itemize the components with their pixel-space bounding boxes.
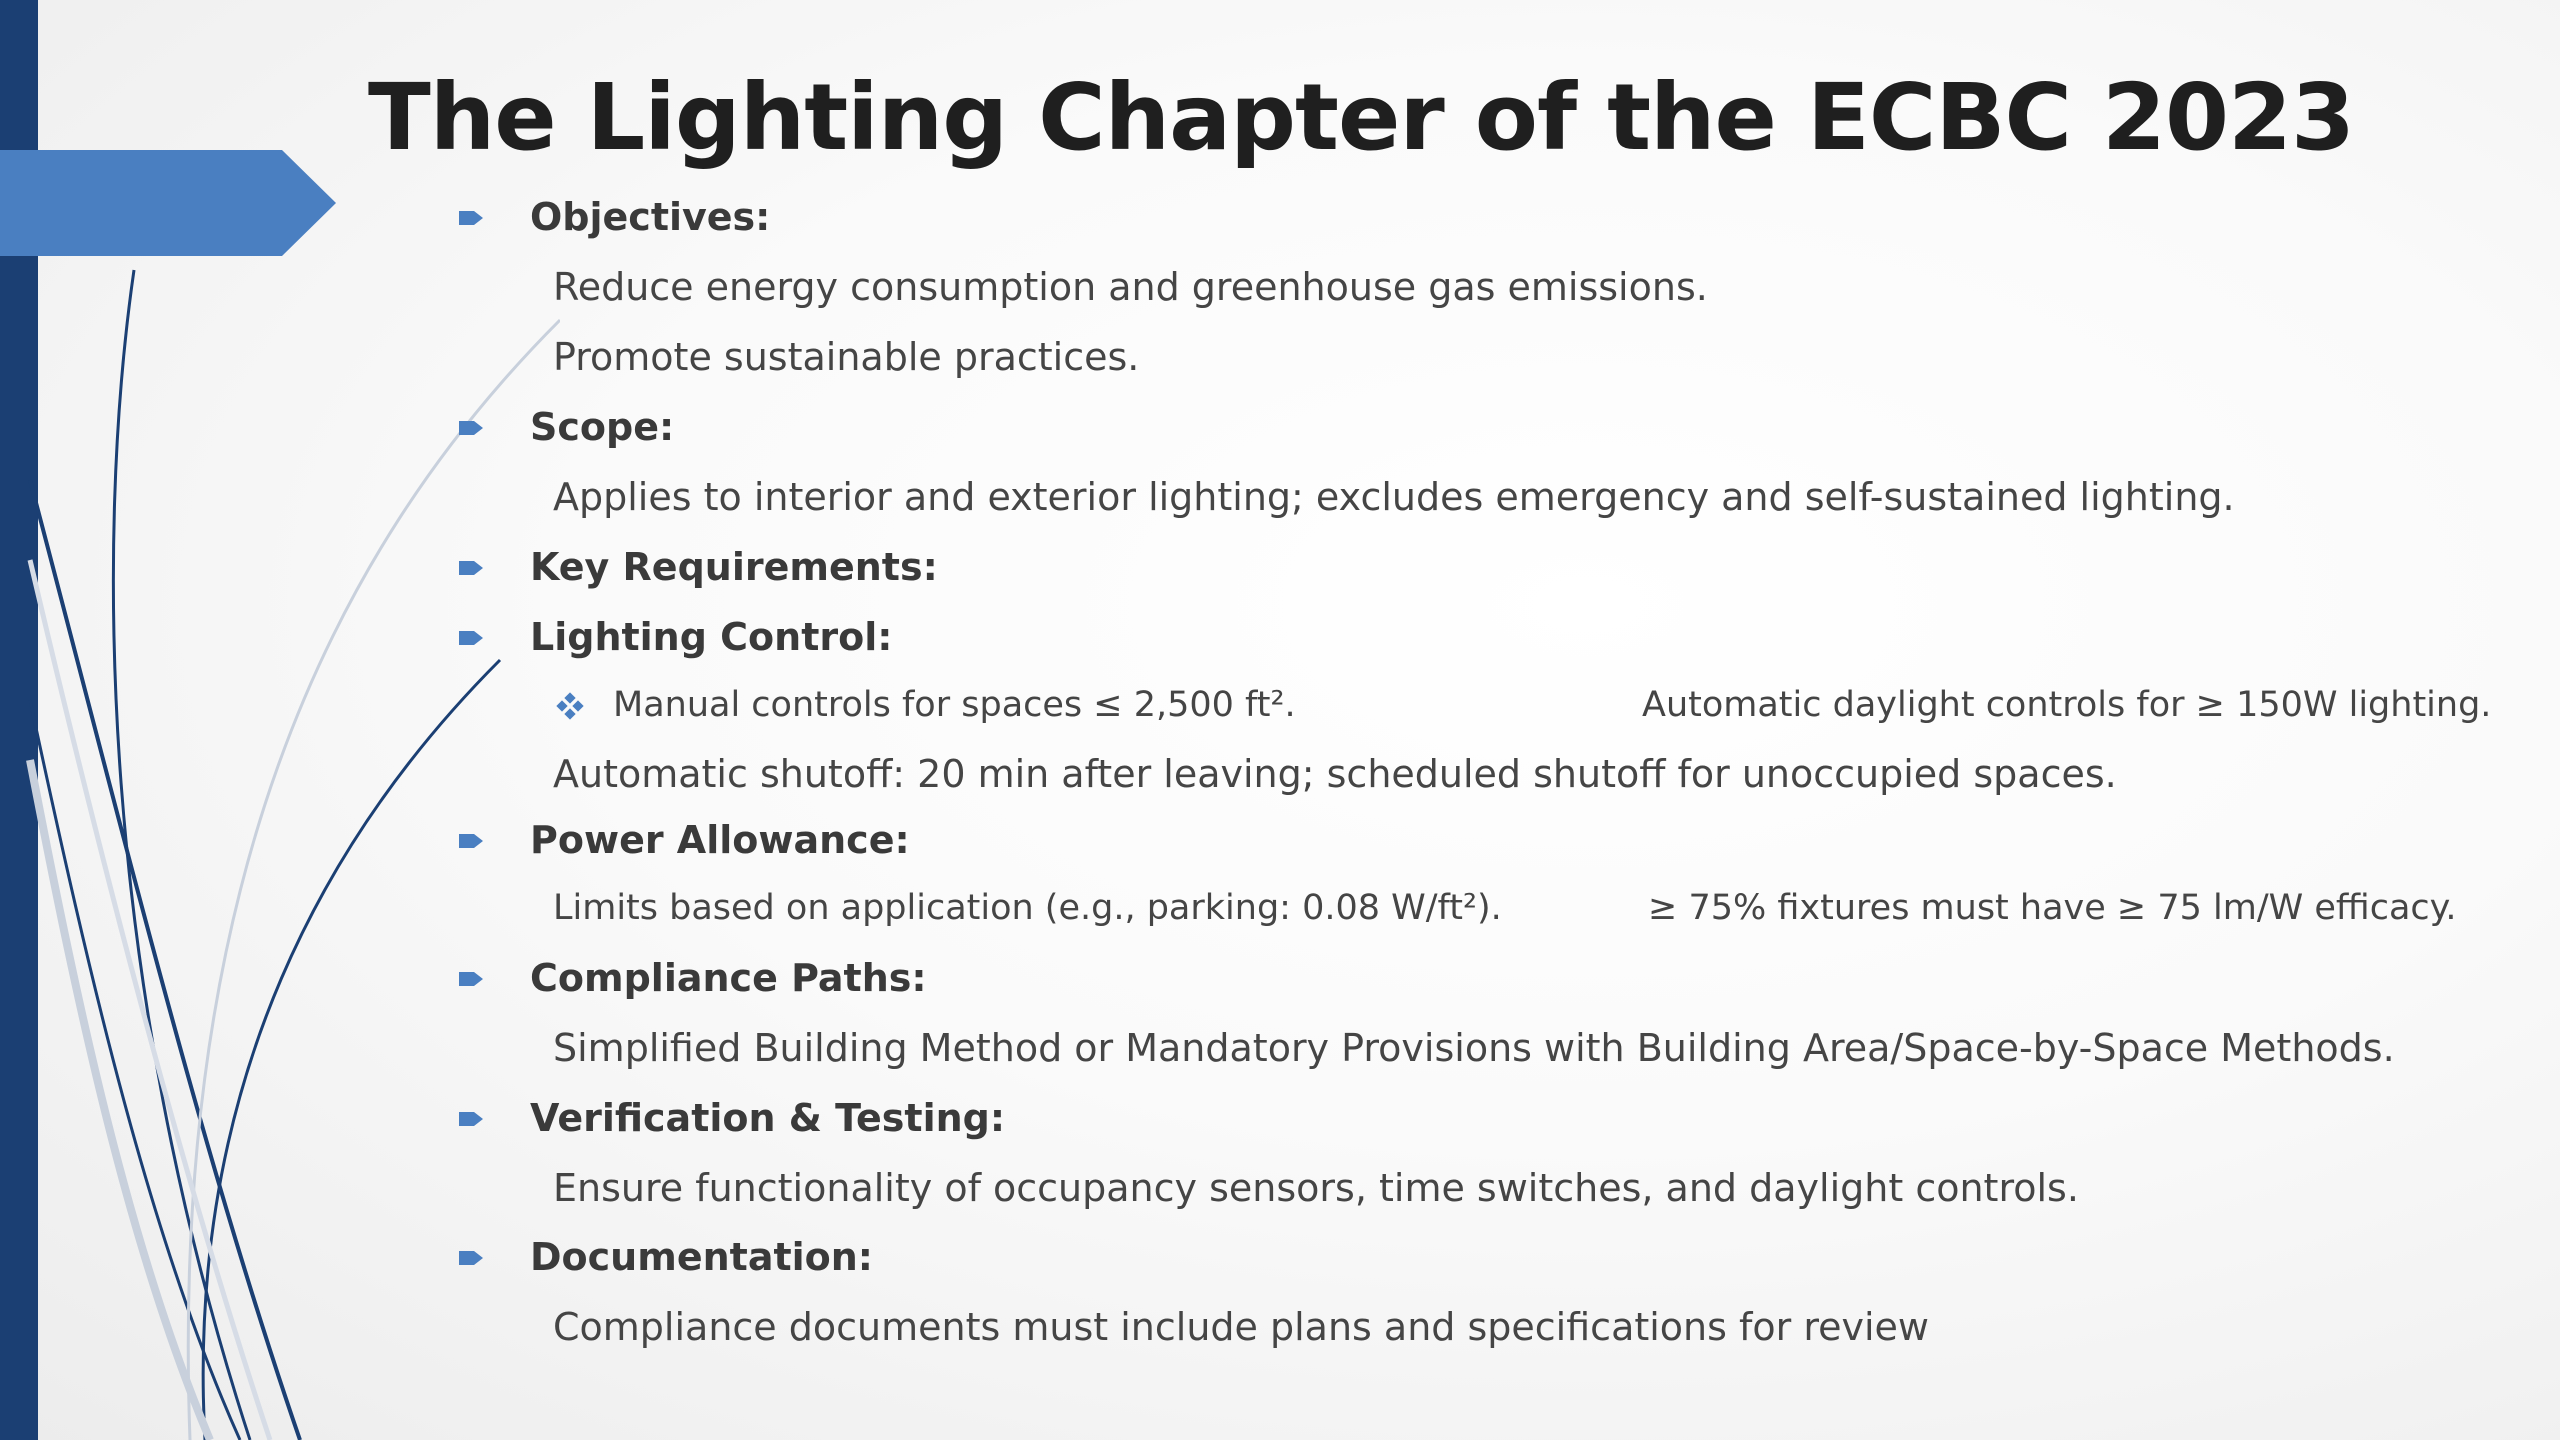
verification-heading: Verification & Testing: xyxy=(530,1096,1006,1140)
key-requirements-heading: Key Requirements: xyxy=(530,545,938,589)
documentation-heading: Documentation: xyxy=(530,1235,874,1279)
compliance-paths-line: Simplified Building Method or Mandatory Provisions with Building Area/Space-by-Space Methods. xyxy=(553,1026,2395,1070)
verification-line: Ensure functionality of occupancy sensors, time switches, and daylight controls. xyxy=(553,1166,2079,1210)
lighting-control-heading: Lighting Control: xyxy=(530,615,893,659)
lighting-control-sub-right: Automatic daylight controls for ≥ 150W lighting. xyxy=(1642,685,2492,725)
objectives-heading: Objectives: xyxy=(530,195,771,239)
arrow-bullet-icon xyxy=(459,561,483,575)
arrow-bullet-icon xyxy=(459,211,483,225)
compliance-paths-heading: Compliance Paths: xyxy=(530,956,927,1000)
power-allowance-right: ≥ 75% fixtures must have ≥ 75 lm/W efficacy. xyxy=(1648,888,2457,928)
arrow-bullet-icon xyxy=(459,631,483,645)
documentation-line: Compliance documents must include plans and specifications for review xyxy=(553,1305,1930,1349)
power-allowance-heading: Power Allowance: xyxy=(530,818,910,862)
scope-heading: Scope: xyxy=(530,405,675,449)
title-arrow-shape xyxy=(0,150,336,256)
arrow-bullet-icon xyxy=(459,421,483,435)
arrow-bullet-icon xyxy=(459,834,483,848)
lighting-control-sub-left: Manual controls for spaces ≤ 2,500 ft². xyxy=(613,685,1296,725)
slide-title: The Lighting Chapter of the ECBC 2023 xyxy=(368,64,2355,171)
scope-line: Applies to interior and exterior lighting; excludes emergency and self-sustained lighting. xyxy=(553,475,2235,519)
objectives-line-1: Reduce energy consumption and greenhouse gas emissions. xyxy=(553,265,1708,309)
lighting-control-line: Automatic shutoff: 20 min after leaving; scheduled shutoff for unoccupied spaces. xyxy=(553,752,2117,796)
arrow-bullet-icon xyxy=(459,972,483,986)
power-allowance-left: Limits based on application (e.g., parking: 0.08 W/ft²). xyxy=(553,888,1502,928)
arrow-bullet-icon xyxy=(459,1112,483,1126)
diamond-bullet-icon xyxy=(556,692,584,720)
arrow-bullet-icon xyxy=(459,1251,483,1265)
objectives-line-2: Promote sustainable practices. xyxy=(553,335,1140,379)
